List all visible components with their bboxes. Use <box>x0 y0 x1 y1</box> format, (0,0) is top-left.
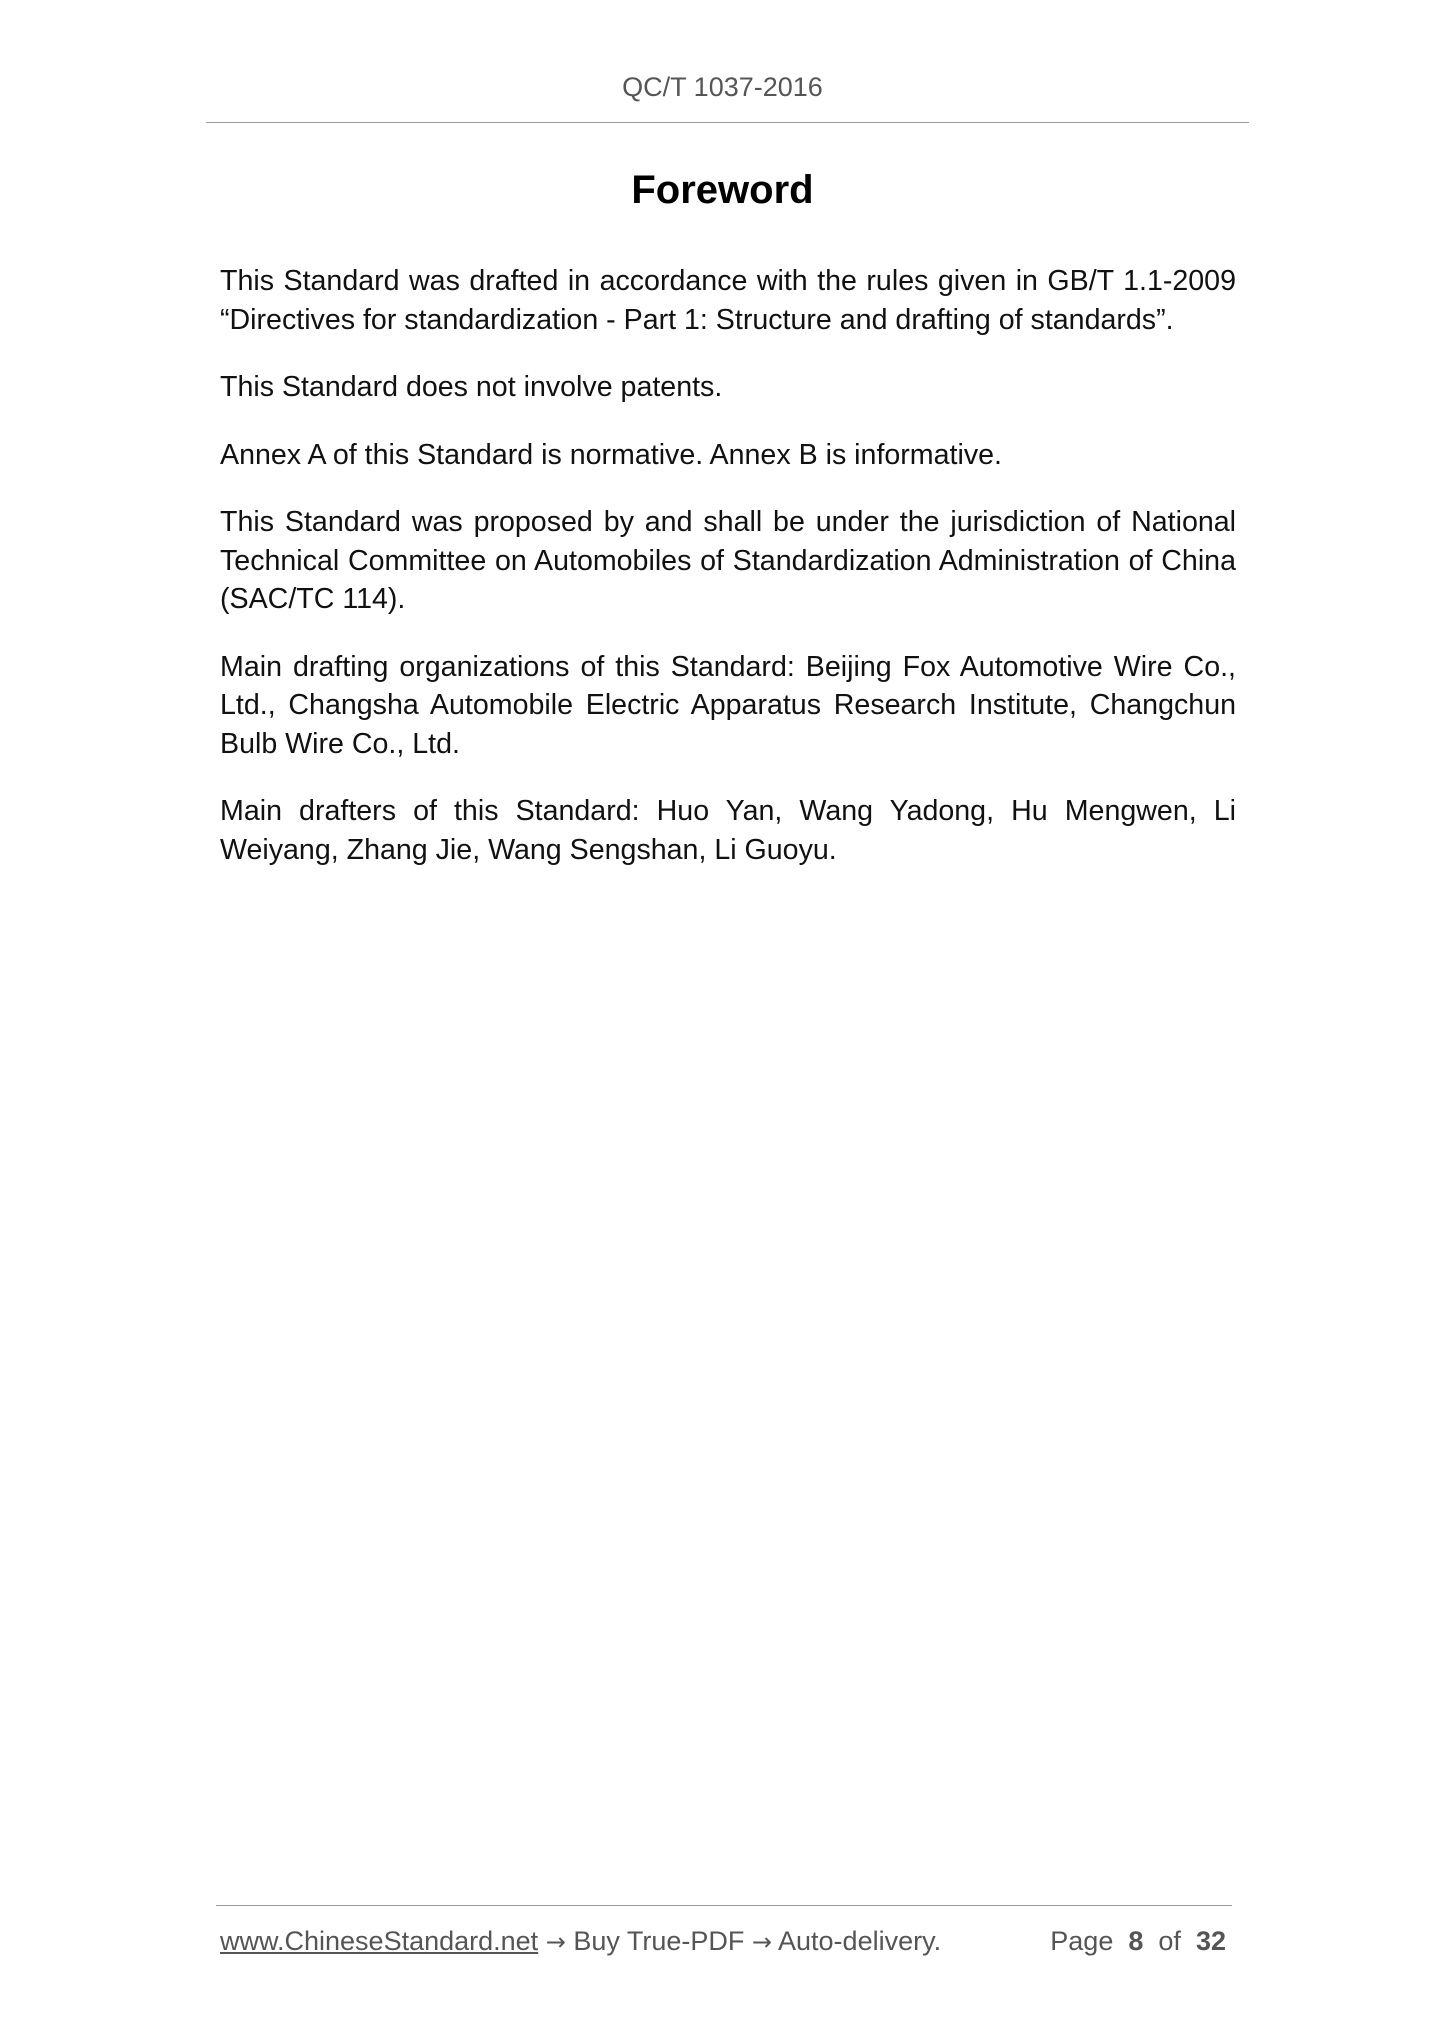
page-current: 8 <box>1128 1926 1144 1956</box>
arrow-right-icon: → <box>545 1928 566 1956</box>
footer-delivery-text: Auto-delivery. <box>778 1926 942 1956</box>
paragraph-drafters: Main drafters of this Standard: Huo Yan, Wang Yadong, Hu Mengwen, Li Weiyang, Zhang Jie, Wang Sengshan, Li Guoyu. <box>220 795 1236 866</box>
footer-promo <box>220 1926 941 1957</box>
footer-divider <box>216 1905 1232 1906</box>
arrow-right-icon: → <box>751 1928 772 1956</box>
header-divider <box>206 122 1249 123</box>
page-footer <box>220 1926 1230 1962</box>
website-link[interactable]: www.ChineseStandard.net <box>220 1926 539 1956</box>
paragraph-patents: This Standard does not involve patents. <box>220 371 723 403</box>
paragraph-drafting-rules: This Standard was drafted in accordance with the rules given in GB/T 1.1-2009 “Directives for standardization - Part 1: Structure and drafting of standards”. <box>220 265 1236 336</box>
paragraph-jurisdiction: This Standard was proposed by and shall be under the jurisdiction of National Technical Committee on Automobiles of Standardization Administration of China (SAC/TC 114). <box>220 506 1236 615</box>
paragraph-organizations: Main drafting organizations of this Standard: Beijing Fox Automotive Wire Co., Ltd., Changsha Automobile Electric Apparatus Research Institute, Changchun Bulb Wire Co., Ltd. <box>220 650 1236 760</box>
page-title: Foreword <box>631 168 814 212</box>
page-number <box>1050 1926 1226 1957</box>
paragraph-annexes: Annex A of this Standard is normative. Annex B is informative. <box>220 438 1002 471</box>
footer-buy-text: Buy True-PDF <box>573 1926 745 1956</box>
page-total: 32 <box>1195 1926 1226 1956</box>
page-of-label: of <box>1158 1926 1181 1956</box>
document-code-header: QC/T 1037-2016 <box>622 72 823 102</box>
foreword-body <box>220 262 1236 898</box>
page-label: Page <box>1050 1926 1114 1956</box>
